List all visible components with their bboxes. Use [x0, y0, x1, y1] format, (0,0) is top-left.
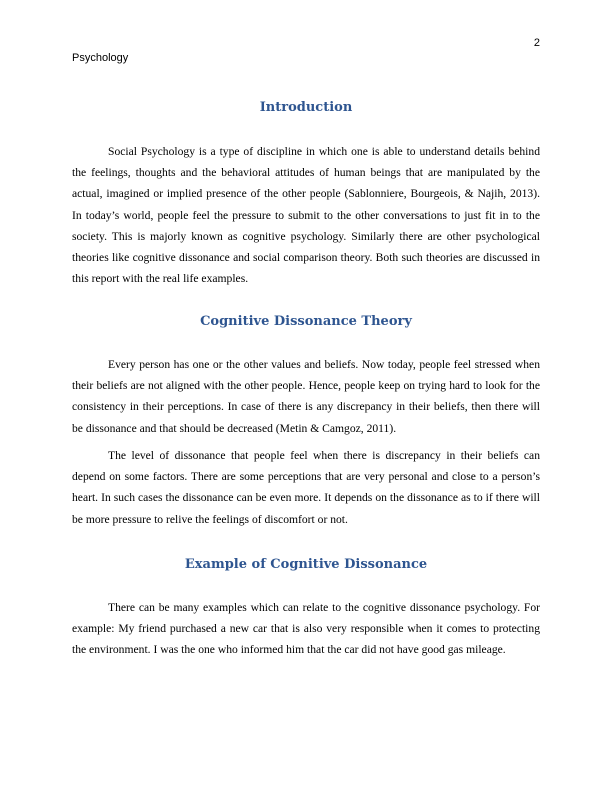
- paragraph-example: There can be many examples which can relate to the cognitive dissonance psychology. For example: My friend purchased a new car that is also very responsible when it comes to protecting the environment. I was the one who informed him that the car did not have good gas mileage.: [72, 601, 540, 657]
- paragraph-introduction: Social Psychology is a type of discipline in which one is able to understand details behind the feelings, thoughts and the behavioral attitudes of human beings that are manipulated by the actual, imagined or implied presence of the other people (Sablonniere, Bourgeois, & Najih, 2013). In today’s world, people feel the pressure to submit to the other conversations to just fit in to the society. This is majorly known as cognitive psychology. Similarly there are other psychological theories like cognitive dissonance and social comparison theory. Both such theories are discussed in this report with the real life examples.: [72, 145, 540, 286]
- page-number: 2: [533, 37, 540, 49]
- running-head: Psychology: [72, 52, 129, 64]
- heading-example-cognitive-dissonance: Example of Cognitive Dissonance: [184, 557, 428, 572]
- paragraph-cognitive-dissonance-2: The level of dissonance that people feel when there is discrepancy in their beliefs can depend on some factors. There are some perceptions that are very personal and close to a person’s heart. In such cases the dissonance can be even more. It depends on the dissonance as to if there will be more pressure to relive the feelings of discomfort or not.: [72, 449, 540, 526]
- heading-introduction: Introduction: [259, 100, 353, 115]
- paragraph-cognitive-dissonance-1: Every person has one or the other values and beliefs. Now today, people feel stressed when their beliefs are not aligned with the other people. Hence, people keep on trying hard to look for the consistency in their perceptions. In case of there is any discrepancy in their beliefs, then there will be dissonance and that should be decreased (Metin & Camgoz, 2011).: [72, 358, 540, 435]
- heading-cognitive-dissonance-theory: Cognitive Dissonance Theory: [200, 314, 412, 329]
